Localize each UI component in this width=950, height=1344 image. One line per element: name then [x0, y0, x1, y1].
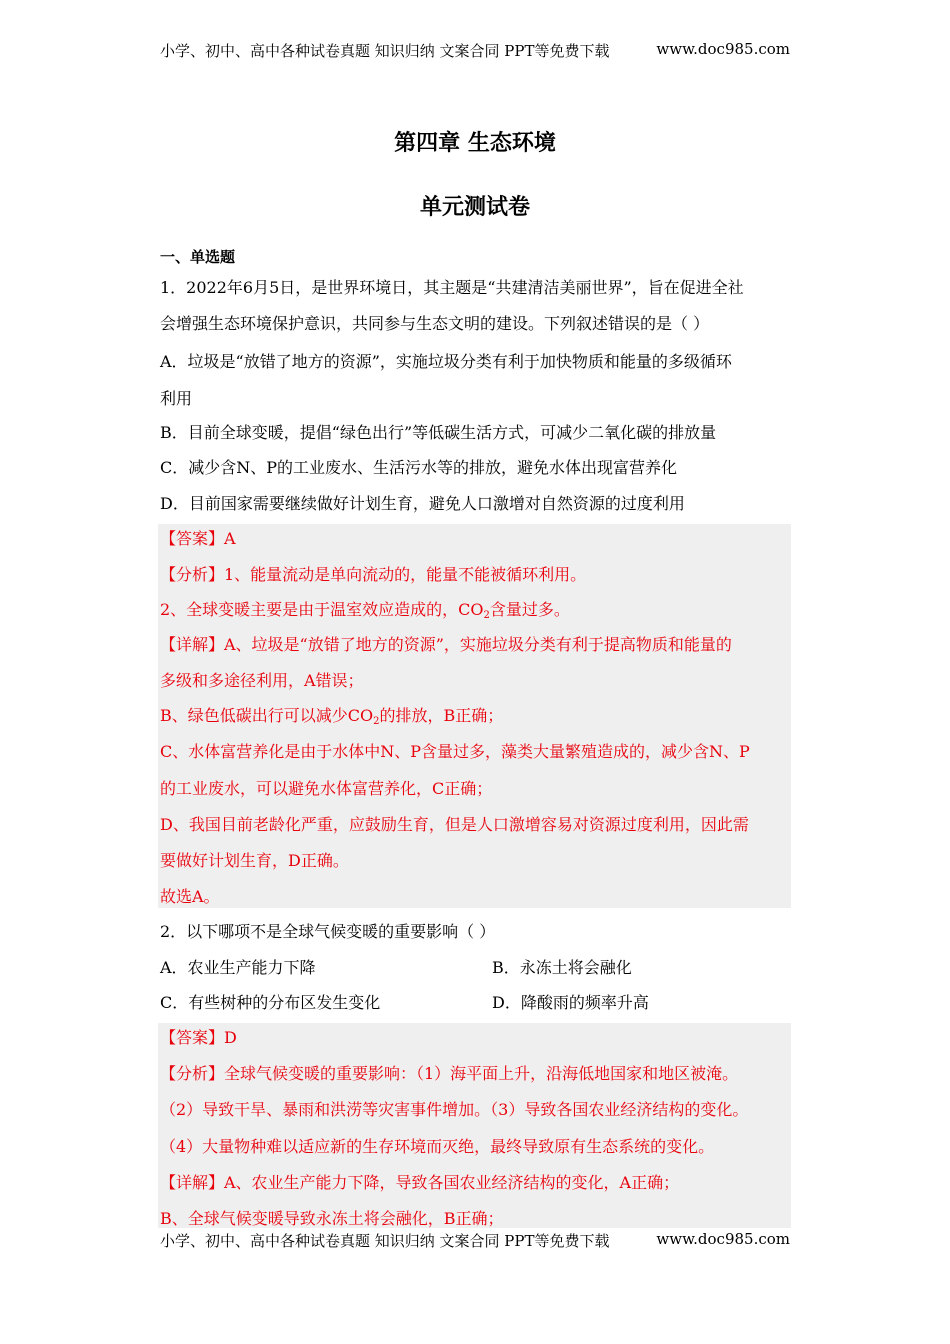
- q2-detail-line1: 【详解】A、农业生产能力下降，导致各国农业经济结构的变化，A正确；: [160, 1173, 680, 1192]
- q1-analysis-line2: 2、全球变暖主要是由于温室效应造成的，$CO_2$含量过多。: [160, 600, 570, 621]
- footer-left-text: 小学、初中、高中各种试卷真题 知识归纳 文案合同 PPT等免费下载: [160, 1232, 610, 1250]
- q2-analysis-line3: （4）大量物种难以适应新的生存环境而灭绝，最终导致原有生态系统的变化。: [160, 1137, 715, 1156]
- q2-analysis-line2: （2）导致干旱、暴雨和洪涝等灾害事件增加。（3）导致各国农业经济结构的变化。: [160, 1100, 749, 1119]
- q2-stem: 2．以下哪项不是全球气候变暖的重要影响（ ）: [160, 922, 496, 941]
- q1-detail-line5: 的工业废水，可以避免水体富营养化，C正确；: [160, 779, 493, 798]
- q2-answer: 【答案】D: [160, 1028, 237, 1047]
- q1-option-b: B．目前全球变暖，提倡“绿色出行”等低碳生活方式，可减少二氧化碳的排放量: [160, 423, 717, 442]
- q1-stem-line2: 会增强生态环境保护意识，共同参与生态文明的建设。下列叙述错误的是（ ）: [160, 314, 710, 333]
- q2-option-b: B．永冻土将会融化: [492, 958, 632, 977]
- q1-option-c: C．减少含N、P的工业废水、生活污水等的排放，避免水体出现富营养化: [160, 458, 678, 477]
- chapter-title: 第四章 生态环境: [394, 131, 556, 156]
- q1-detail-line1: 【详解】A、垃圾是“放错了地方的资源”，实施垃圾分类有利于提高物质和能量的: [160, 635, 732, 654]
- q1-option-d: D．目前国家需要继续做好计划生育，避免人口激增对自然资源的过度利用: [160, 494, 685, 513]
- q1-detail-line3: B、绿色低碳出行可以减少$CO_2$的排放，B正确；: [160, 706, 504, 727]
- q1-detail-line2: 多级和多途径利用，A错误；: [160, 671, 364, 690]
- q1-analysis-line1: 【分析】1、能量流动是单向流动的，能量不能被循环利用。: [160, 565, 587, 584]
- test-subtitle: 单元测试卷: [419, 195, 530, 220]
- q2-analysis-line1: 【分析】全球气候变暖的重要影响：（1）海平面上升，沿海低地国家和地区被淹。: [160, 1064, 739, 1083]
- q1-answer: 【答案】A: [160, 529, 236, 548]
- section-heading: 一、单选题: [160, 248, 236, 266]
- q1-detail-line6: D、我国目前老龄化严重，应鼓励生育，但是人口激增容易对资源过度利用，因此需: [160, 815, 749, 834]
- q1-option-a-line1: A．垃圾是“放错了地方的资源”，实施垃圾分类有利于加快物质和能量的多级循环: [160, 352, 732, 371]
- q2-option-a: A．农业生产能力下降: [160, 958, 316, 977]
- header-url: www.doc985.com: [656, 40, 790, 58]
- q1-conclusion: 故选A。: [160, 887, 220, 906]
- q1-detail-line4: C、水体富营养化是由于水体中N、P含量过多，藻类大量繁殖造成的，减少含N、P: [160, 742, 750, 761]
- q1-stem-line1: 1．2022年6月5日，是世界环境日，其主题是“共建清洁美丽世界”，旨在促进全社: [160, 278, 744, 297]
- q1-option-a-line2: 利用: [160, 389, 193, 408]
- header-left-text: 小学、初中、高中各种试卷真题 知识归纳 文案合同 PPT等免费下载: [160, 42, 610, 60]
- q1-detail-line7: 要做好计划生育，D正确。: [160, 851, 349, 870]
- q2-detail-line2: B、全球气候变暖导致永冻土将会融化，B正确；: [160, 1209, 504, 1228]
- footer-url: www.doc985.com: [656, 1230, 790, 1248]
- page-footer: [160, 1230, 790, 1251]
- q2-option-d: D．降酸雨的频率升高: [492, 993, 649, 1012]
- page-header: [160, 40, 790, 61]
- q2-option-c: C．有些树种的分布区发生变化: [160, 993, 381, 1012]
- q2-answer-panel: [158, 1023, 791, 1228]
